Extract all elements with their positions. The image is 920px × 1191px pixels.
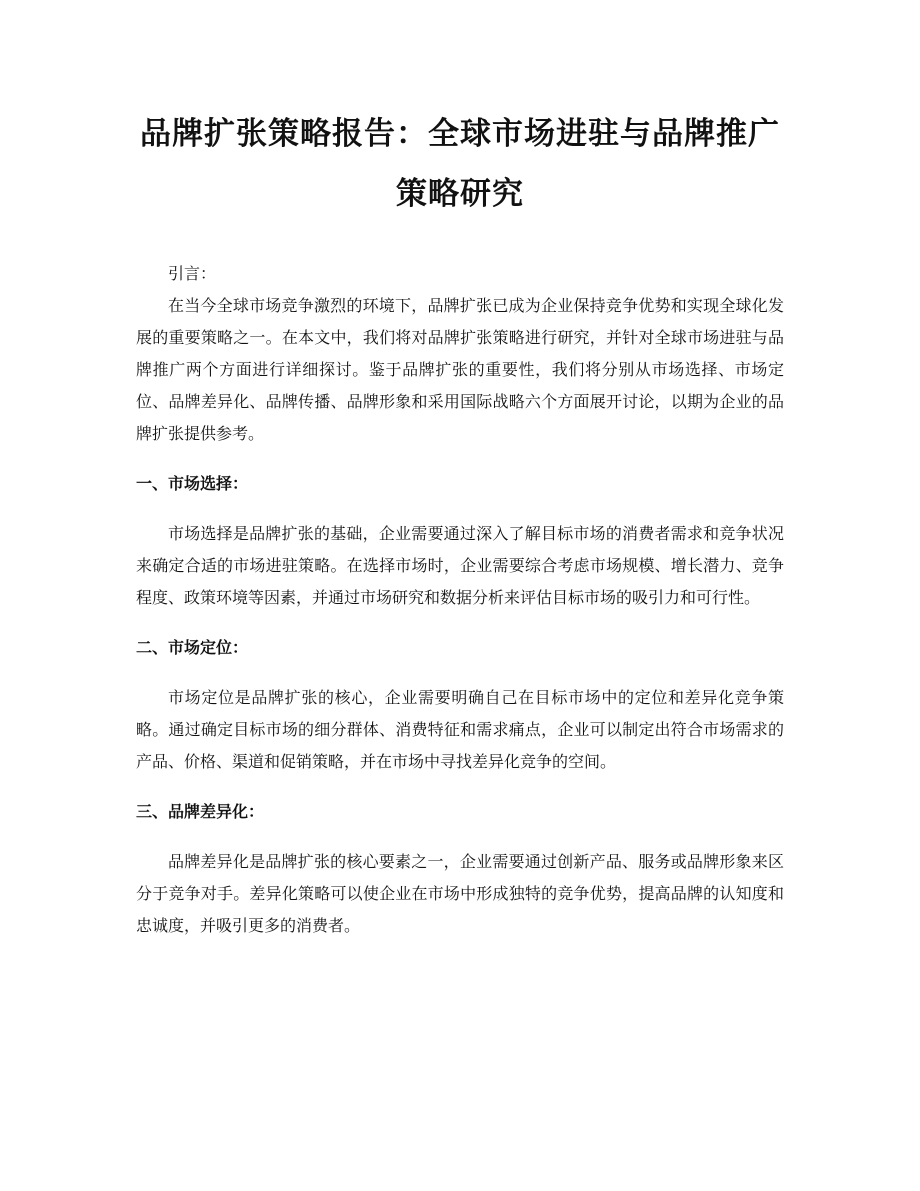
section-heading-market-positioning: 二、市场定位：	[136, 638, 249, 657]
section-paragraph-market-selection: 市场选择是品牌扩张的基础，企业需要通过深入了解目标市场的消费者需求和竞争状况来确定合适的市场进驻策略。在选择市场时，企业需要综合考虑市场规模、增长潜力、竞争程度、政策环境等因素，并通过市场研究和数据分析来评估目标市场的吸引力和可行性。	[136, 524, 784, 607]
section-paragraph-market-positioning: 市场定位是品牌扩张的核心，企业需要明确自己在目标市场中的定位和差异化竞争策略。通过确定目标市场的细分群体、消费特征和需求痛点，企业可以制定出符合市场需求的产品、价格、渠道和促销策略，并在市场中寻找差异化竞争的空间。	[136, 688, 784, 771]
document-title: 品牌扩张策略报告：全球市场进驻与品牌推广策略研究	[140, 116, 780, 212]
section-paragraph-brand-differentiation: 品牌差异化是品牌扩张的核心要素之一，企业需要通过创新产品、服务或品牌形象来区分于竞争对手。差异化策略可以使企业在市场中形成独特的竞争优势，提高品牌的认知度和忠诚度，并吸引更多的消费者。	[136, 852, 784, 935]
intro-paragraph: 在当今全球市场竞争激烈的环境下，品牌扩张已成为企业保持竞争优势和实现全球化发展的重要策略之一。在本文中，我们将对品牌扩张策略进行研究，并针对全球市场进驻与品牌推广两个方面进行详细探讨。鉴于品牌扩张的重要性，我们将分别从市场选择、市场定位、品牌差异化、品牌传播、品牌形象和采用国际战略六个方面展开讨论，以期为企业的品牌扩张提供参考。	[136, 296, 784, 443]
intro-label: 引言：	[168, 264, 217, 283]
section-heading-market-selection: 一、市场选择：	[136, 474, 249, 493]
section-heading-brand-differentiation: 三、品牌差异化：	[136, 802, 265, 821]
